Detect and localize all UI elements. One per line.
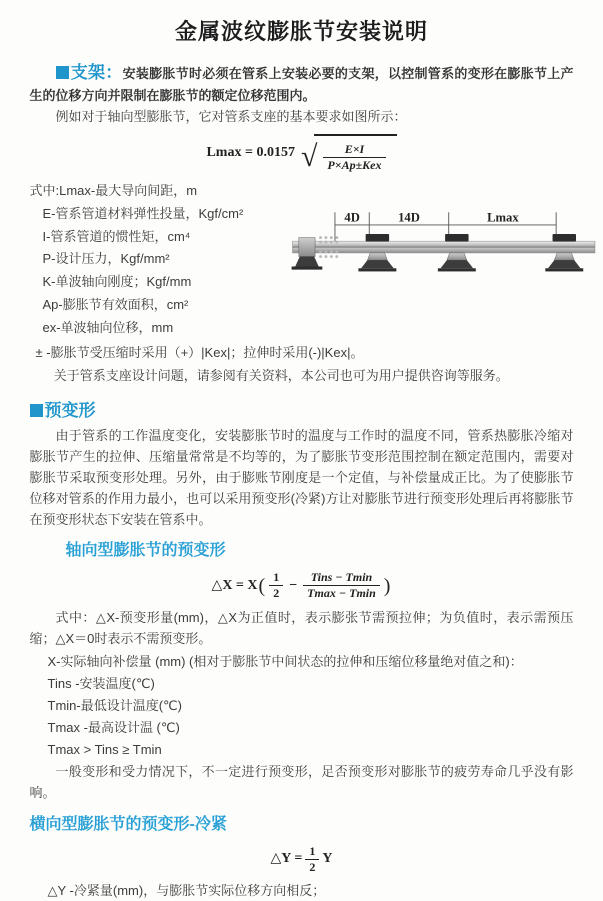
def-line: I-管系管道的惯性矩，cm⁴	[43, 227, 288, 248]
pipe-support-diagram-svg	[288, 203, 603, 283]
temperature-fraction: $\frac{\text{Tins − Tmin}}{Tmax - Tmin}$	[303, 570, 380, 601]
page-title: 金属波纹膨胀节安装说明	[30, 14, 574, 49]
axial-formula	[30, 570, 574, 602]
lmax-formula-lhs: Lmax = 0.0157	[206, 142, 294, 164]
lmax-formula-denominator: P×Ap±Kex	[323, 158, 385, 173]
open-paren: (	[259, 570, 266, 602]
sqrt-symbol: √	[301, 143, 317, 170]
temp-line: Tmax > Tins ≥ Tmin	[48, 740, 574, 761]
minus-sign: −	[289, 575, 297, 597]
x-definition-line: X-实际轴向补偿量 (mm) (相对于膨胀节中间状态的拉伸和压缩位移量绝对值之和)：	[48, 652, 574, 673]
dimension-label-lmax: Lmax	[487, 210, 519, 224]
lmax-formula-numerator: E×I	[323, 142, 385, 158]
pipe-support-diagram	[288, 203, 603, 290]
section-square-icon	[56, 66, 69, 79]
dimension-label-14d: 14D	[398, 210, 420, 224]
lateral-note: △Y -冷紧量(mm)，与膨胀节实际位移方向相反；	[48, 881, 574, 901]
consult-line: 关于管系支座设计问题，请参阅有关资料，本公司也可为用户提供咨询等服务。	[36, 366, 574, 387]
plusminus-line: ± -膨胀节受压缩时采用（+）|Kex|；拉伸时采用(-)|Kex|。	[36, 343, 574, 364]
def-line: Ap-膨胀节有效面积，cm²	[43, 295, 288, 316]
half-fraction: $\frac{1}{2}$	[269, 570, 283, 601]
lmax-formula	[30, 134, 574, 173]
temp-line: Tins -安装温度(℃)	[48, 674, 574, 695]
predeform-paragraph: 由于管系的工作温度变化，安装膨胀节时的温度与工作时的温度不同，管系热膨胀冷缩对膨胀节产生的拉伸、压缩量常常是不均等的，为了膨胀节变形范围控制在额定范围内，需要对膨胀节采取预变形处理。另外，由于膨账节刚度是一个定值，与补偿量成正比。为了使膨胀节位移对管系的作用力最小，也可以采用预变形(冷紧)方让对膨胀节进行预变形处理后再将膨胀节在预变形状态下安装在管系中。	[30, 426, 574, 530]
document-page	[2, 0, 602, 737]
defs-head-line: 式中:Lmax-最大导向间距，m	[30, 181, 288, 202]
support-intro-paragraph	[30, 59, 574, 107]
axial-formula-lhs: △X = X	[212, 575, 258, 597]
close-paren: )	[384, 570, 391, 602]
def-line: E-管系管道材料弹性投量，Kgf/cm²	[43, 204, 288, 225]
symbol-definitions	[30, 179, 288, 341]
lateral-formula-lhs: △Y =	[271, 848, 303, 870]
lateral-formula-rhs: Y	[322, 848, 332, 870]
predeform-section-heading: 预变形	[30, 397, 574, 424]
half-fraction: $\frac{1}{2}$	[305, 844, 319, 875]
support-example-line: 例如对于轴向型膨胀节，它对管系支座的基本要求如图所示：	[30, 107, 574, 128]
def-line: ex-单波轴向位移，mm	[43, 318, 288, 339]
lateral-subheading: 横向型膨胀节的预变形-冷紧	[30, 812, 574, 838]
axial-note: 一般变形和受力情况下，不一定进行预变形，足否预变形对膨胀节的疲劳寿命几乎没有影响。	[30, 762, 574, 804]
dimension-label-4d: 4D	[344, 210, 359, 224]
lateral-formula	[30, 844, 574, 875]
def-line: P-设计压力，Kgf/mm²	[43, 249, 288, 270]
support-section-heading: 支架：	[71, 63, 123, 82]
def-line: K-单波轴向刚度；Kgf/mm	[43, 272, 288, 293]
section-square-icon	[30, 404, 43, 417]
temp-line: Tmax -最高设计温 (℃)	[48, 718, 574, 739]
axial-subheading: 轴向型膨胀节的预变形	[66, 538, 574, 564]
temp-line: Tmin-最低设计温度(℃)	[48, 696, 574, 717]
axial-explain: 式中：△X-预变形量(mm)，△X为正值时，表示膨张节需预拉伸；为负值时，表示需预压缩；△X＝0时表示不需预变形。	[30, 608, 574, 650]
lmax-formula-fraction	[323, 142, 385, 173]
definitions-and-diagram	[30, 179, 574, 341]
support-intro-text: 安装膨胀节时必须在管系上安装必要的支架，以控制管系的变形在膨胀节上产生的位移方向并限制在膨胀节的额定位移范围内。	[30, 66, 574, 103]
